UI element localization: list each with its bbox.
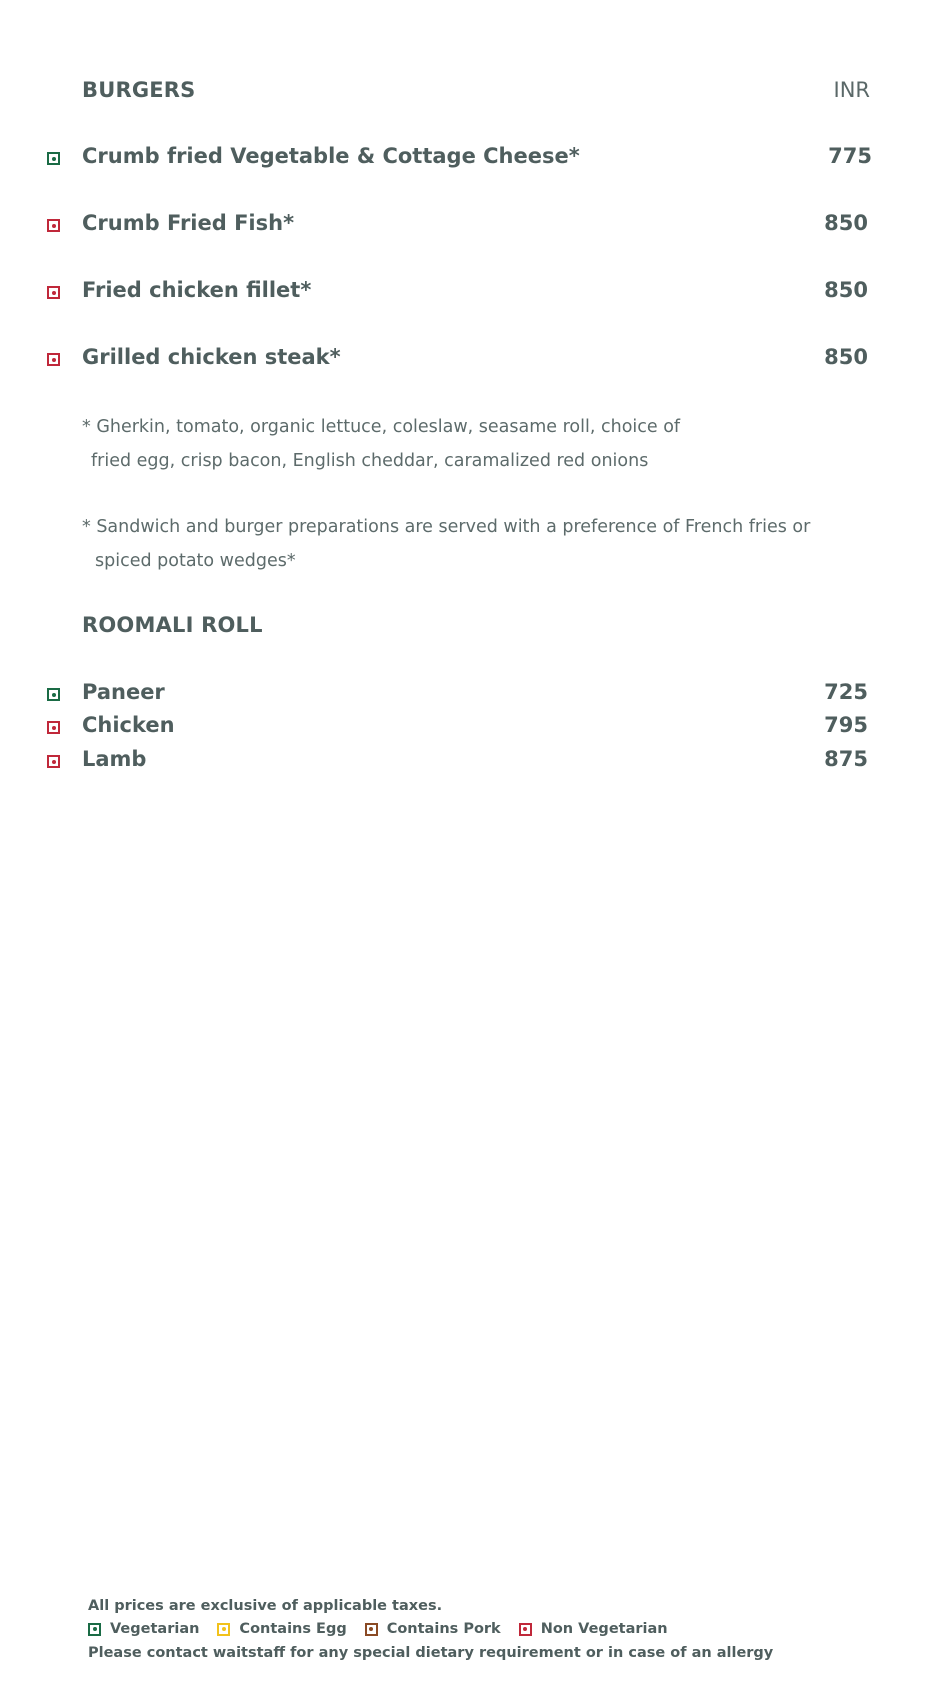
legend-label: Vegetarian xyxy=(110,1621,200,1637)
menu-item-price: 850 xyxy=(824,211,868,235)
note-line: * Gherkin, tomato, organic lettuce, coleslaw, seasame roll, choice of xyxy=(82,417,681,437)
non-vegetarian-indicator-icon xyxy=(47,286,60,299)
pork-indicator-icon xyxy=(365,1623,378,1636)
legend-egg xyxy=(217,1621,346,1637)
legend-vegetarian xyxy=(88,1621,199,1637)
burger-note xyxy=(82,410,680,478)
non-vegetarian-indicator-icon xyxy=(47,755,60,768)
note-line: * Sandwich and burger preparations are served with a preference of French fries or xyxy=(82,517,811,537)
menu-item-price: 725 xyxy=(824,680,868,704)
menu-item-price: 775 xyxy=(828,144,872,168)
allergy-note: Please contact waitstaff for any special dietary requirement or in case of an allergy xyxy=(88,1645,774,1661)
non-vegetarian-indicator-icon xyxy=(47,353,60,366)
legend-pork xyxy=(365,1621,501,1637)
menu-item-name: Fried chicken fillet* xyxy=(82,278,312,302)
currency-label: INR xyxy=(833,78,870,102)
menu-item-price: 875 xyxy=(824,747,868,771)
diet-legend xyxy=(88,1621,686,1637)
serving-note xyxy=(82,510,810,578)
egg-indicator-icon xyxy=(217,1623,230,1636)
non-vegetarian-indicator-icon xyxy=(519,1623,532,1636)
vegetarian-indicator-icon xyxy=(88,1623,101,1636)
legend-label: Contains Pork xyxy=(386,1621,501,1637)
legend-label: Contains Egg xyxy=(239,1621,347,1637)
menu-item-name: Lamb xyxy=(82,747,147,771)
non-vegetarian-indicator-icon xyxy=(47,219,60,232)
section-title-burgers: BURGERS xyxy=(82,78,196,102)
menu-item-name: Chicken xyxy=(82,713,175,737)
non-vegetarian-indicator-icon xyxy=(47,721,60,734)
menu-item-name: Paneer xyxy=(82,680,165,704)
menu-item-name: Grilled chicken steak* xyxy=(82,345,341,369)
menu-item-name: Crumb Fried Fish* xyxy=(82,211,295,235)
menu-item-price: 850 xyxy=(824,345,868,369)
menu-item-price: 795 xyxy=(824,713,868,737)
note-line: fried egg, crisp bacon, English cheddar, caramalized red onions xyxy=(91,451,649,471)
menu-item-price: 850 xyxy=(824,278,868,302)
section-title-roomali-roll: ROOMALI ROLL xyxy=(82,613,263,637)
legend-label: Non Vegetarian xyxy=(540,1621,668,1637)
menu-item-name: Crumb fried Vegetable & Cottage Cheese* xyxy=(82,144,580,168)
vegetarian-indicator-icon xyxy=(47,152,60,165)
tax-note: All prices are exclusive of applicable taxes. xyxy=(88,1598,443,1614)
note-line: spiced potato wedges* xyxy=(95,551,296,571)
legend-non-vegetarian xyxy=(519,1621,668,1637)
vegetarian-indicator-icon xyxy=(47,688,60,701)
